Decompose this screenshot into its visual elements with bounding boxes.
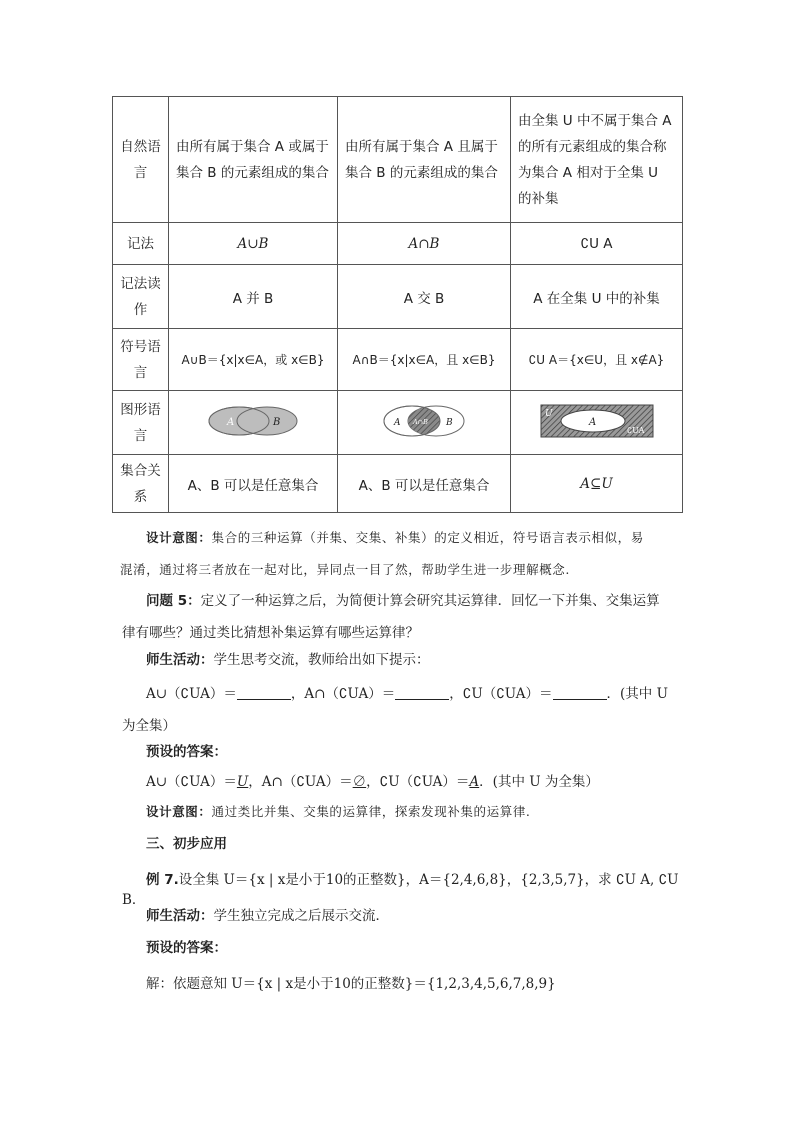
row-header: 记法 bbox=[113, 223, 169, 265]
activity-label: 师生活动： bbox=[146, 908, 214, 924]
intersection-reading: A 交 B bbox=[338, 265, 511, 329]
universal-set-label: U bbox=[544, 408, 553, 419]
intersection-definition: 由所有属于集合 A 且属于集合 B 的元素组成的集合 bbox=[338, 97, 511, 223]
table-row bbox=[113, 329, 683, 391]
complement-definition: 由全集 U 中不属于集合 A 的所有元素组成的集合称为集合 A 相对于全集 U 的补集 bbox=[511, 97, 683, 223]
intersection-symbolic: A∩B＝{x|x∈A，且 x∈B} bbox=[338, 329, 511, 391]
row-header: 记法读作 bbox=[113, 265, 169, 329]
set-a-label: A bbox=[227, 416, 235, 428]
union-notation: A∪B bbox=[169, 223, 338, 265]
complement-reading: A 在全集 U 中的补集 bbox=[511, 265, 683, 329]
table-row bbox=[113, 97, 683, 223]
union-diagram-cell bbox=[169, 391, 338, 455]
design-intent-2: 设计意图：通过类比并集、交集的运算律，探索发现补集的运算律. bbox=[146, 804, 531, 819]
answer-label: 预设的答案： bbox=[146, 744, 227, 760]
union-definition: 由所有属于集合 A 或属于集合 B 的元素组成的集合 bbox=[169, 97, 338, 223]
intersection-relation: A、B 可以是任意集合 bbox=[338, 455, 511, 513]
row-header: 自然语言 bbox=[113, 97, 169, 223]
complement-diagram-cell bbox=[511, 391, 683, 455]
preset-answer-1 bbox=[122, 742, 682, 762]
complement-notation: ∁U A bbox=[511, 223, 683, 265]
table-row bbox=[113, 455, 683, 513]
complement-symbolic: ∁U A＝{x∈U，且 x∉A} bbox=[511, 329, 683, 391]
set-b-label: B bbox=[446, 417, 453, 428]
intersection-venn-diagram bbox=[374, 401, 474, 441]
row-header: 集合关系 bbox=[113, 455, 169, 513]
intersection-diagram-cell bbox=[338, 391, 511, 455]
preset-answer-2 bbox=[122, 938, 682, 958]
answer-3: A bbox=[469, 774, 480, 790]
set-b-label: B bbox=[273, 416, 281, 428]
section-heading: 三、初步应用 bbox=[146, 836, 227, 852]
blank-3 bbox=[553, 685, 607, 700]
example-label: 例 7. bbox=[146, 872, 179, 888]
hint-formulas: A∪（∁UA）＝ ，A∩（∁UA）＝ ，∁U（∁UA）＝ ．(其中 U 为全集） bbox=[122, 686, 668, 734]
union-venn-diagram bbox=[203, 401, 303, 441]
design-intent-1: 设计意图：集合的三种运算（并集、交集、补集）的定义相近，符号语言表示相似，易 混淆，通过将三者放在一起对比，异同点一目了然，帮助学生进一步理解概念. bbox=[120, 530, 644, 577]
question-5: 问题 5：定义了一种运算之后，为简便计算会研究其运算律．回忆一下并集、交集运算 律有哪些？通过类比猜想补集运算有哪些运算律？ bbox=[122, 593, 660, 641]
answer-formulas: A∪（∁UA）＝U，A∩（∁UA）＝∅，∁U（∁UA）＝A．(其中 U 为全集） bbox=[146, 774, 599, 790]
union-symbolic: A∪B＝{x|x∈A，或 x∈B} bbox=[169, 329, 338, 391]
question-label: 问题 5： bbox=[146, 593, 201, 609]
design-intent-label: 设计意图： bbox=[146, 530, 212, 545]
answer-label: 预设的答案： bbox=[146, 940, 227, 956]
table-row bbox=[113, 391, 683, 455]
blank-2 bbox=[395, 685, 449, 700]
set-a-label: A bbox=[588, 416, 596, 428]
solution: 解：依题意知 U＝{x | x是小于10的正整数}＝{1,2,3,4,5,6,7,8,9} bbox=[146, 976, 556, 992]
design-intent-label: 设计意图： bbox=[146, 804, 212, 819]
row-header: 图形语言 bbox=[113, 391, 169, 455]
set-a-label: A bbox=[394, 417, 401, 428]
teacher-activity-1: 师生活动：学生思考交流，教师给出如下提示： bbox=[146, 652, 430, 668]
table-row bbox=[113, 223, 683, 265]
example-7: 例 7.设全集 U＝{x | x是小于10的正整数}，A＝{2,4,6,8}，{2,3,5,7}，求 ∁U A, ∁U B． bbox=[122, 872, 679, 908]
blank-1 bbox=[237, 685, 291, 700]
intersection-label: A∩B bbox=[413, 417, 428, 426]
answer-2: ∅ bbox=[352, 774, 367, 790]
union-reading: A 并 B bbox=[169, 265, 338, 329]
set-operations-table bbox=[112, 96, 683, 513]
complement-relation: A⊆U bbox=[511, 455, 683, 513]
activity-label: 师生活动： bbox=[146, 652, 214, 668]
complement-venn-diagram bbox=[539, 403, 655, 439]
set-b-ellipse bbox=[237, 407, 297, 435]
table-row bbox=[113, 265, 683, 329]
intersection-notation: A∩B bbox=[338, 223, 511, 265]
row-header: 符号语言 bbox=[113, 329, 169, 391]
teacher-activity-2: 师生活动：学生独立完成之后展示交流． bbox=[146, 908, 389, 924]
complement-label: ∁UA bbox=[626, 425, 644, 435]
answer-1: U bbox=[236, 774, 249, 790]
union-relation: A、B 可以是任意集合 bbox=[169, 455, 338, 513]
